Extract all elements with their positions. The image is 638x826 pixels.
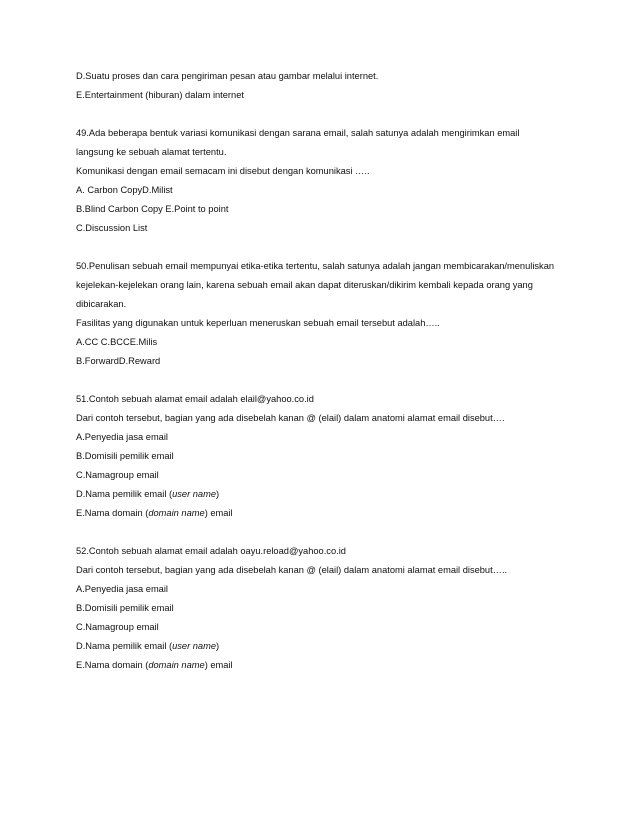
option-text: E.Nama domain ( [76, 508, 149, 518]
question-prompt: Dari contoh tersebut, bagian yang ada disebelah kanan @ (elail) dalam anatomi alamat email disebut…. [76, 413, 505, 423]
question-text-line: kejelekan-kejelekan orang lain, karena sebuah email akan dapat diteruskan/dikirim kembali kepada orang yang [76, 280, 533, 290]
option-a: A.Penyedia jasa email [76, 432, 168, 442]
option-a: A. Carbon CopyD.Milist [76, 185, 173, 195]
option-e [76, 504, 566, 523]
spacer [76, 238, 566, 257]
question-48-tail [76, 67, 566, 105]
option-b: B.Domisili pemilik email [76, 451, 174, 461]
option-d [76, 485, 566, 504]
spacer [76, 523, 566, 542]
option-term: user name [172, 489, 217, 499]
option-text: D.Nama pemilik email ( [76, 489, 173, 499]
option-term: domain name [148, 660, 205, 670]
option-a: A.CC C.BCCE.Milis [76, 337, 158, 347]
spacer [76, 371, 566, 390]
option-a: A.Penyedia jasa email [76, 584, 168, 594]
option-b: B.ForwardD.Reward [76, 356, 161, 366]
question-text-line: langsung ke sebuah alamat tertentu. [76, 147, 227, 157]
question-prompt: Dari contoh tersebut, bagian yang ada disebelah kanan @ (elail) dalam anatomi alamat email disebut….. [76, 565, 508, 575]
question-51 [76, 390, 566, 523]
question-49 [76, 124, 566, 238]
option-e: E.Entertainment (hiburan) dalam internet [76, 90, 244, 100]
option-term: user name [172, 641, 217, 651]
question-52 [76, 542, 566, 675]
option-c: C.Namagroup email [76, 470, 159, 480]
question-text-line: dibicarakan. [76, 299, 127, 309]
question-prompt: Fasilitas yang digunakan untuk keperluan meneruskan sebuah email tersebut adalah….. [76, 318, 440, 328]
option-term: domain name [148, 508, 205, 518]
option-b: B.Domisili pemilik email [76, 603, 174, 613]
option-d [76, 637, 566, 656]
option-c: C.Namagroup email [76, 622, 159, 632]
spacer [76, 105, 566, 124]
option-c: C.Discussion List [76, 223, 148, 233]
option-d: D.Suatu proses dan cara pengiriman pesan atau gambar melalui internet. [76, 71, 379, 81]
option-b: B.Blind Carbon Copy E.Point to point [76, 204, 229, 214]
question-prompt: Komunikasi dengan email semacam ini disebut dengan komunikasi ….. [76, 166, 370, 176]
question-50 [76, 257, 566, 371]
option-text: ) [216, 489, 220, 499]
option-text: D.Nama pemilik email ( [76, 641, 173, 651]
option-text: E.Nama domain ( [76, 660, 149, 670]
document-page [76, 67, 566, 675]
option-text: ) email [204, 660, 233, 670]
option-text: ) [216, 641, 220, 651]
option-e [76, 656, 566, 675]
question-text-line: 50.Penulisan sebuah email mempunyai etika-etika tertentu, salah satunya adalah jangan membicarakan/menuliskan [76, 261, 555, 271]
option-text: ) email [204, 508, 233, 518]
question-text-line: 51.Contoh sebuah alamat email adalah elail@yahoo.co.id [76, 394, 314, 404]
question-text-line: 52.Contoh sebuah alamat email adalah oayu.reload@yahoo.co.id [76, 546, 346, 556]
question-text-line: 49.Ada beberapa bentuk variasi komunikasi dengan sarana email, salah satunya adalah mengirimkan email [76, 128, 520, 138]
